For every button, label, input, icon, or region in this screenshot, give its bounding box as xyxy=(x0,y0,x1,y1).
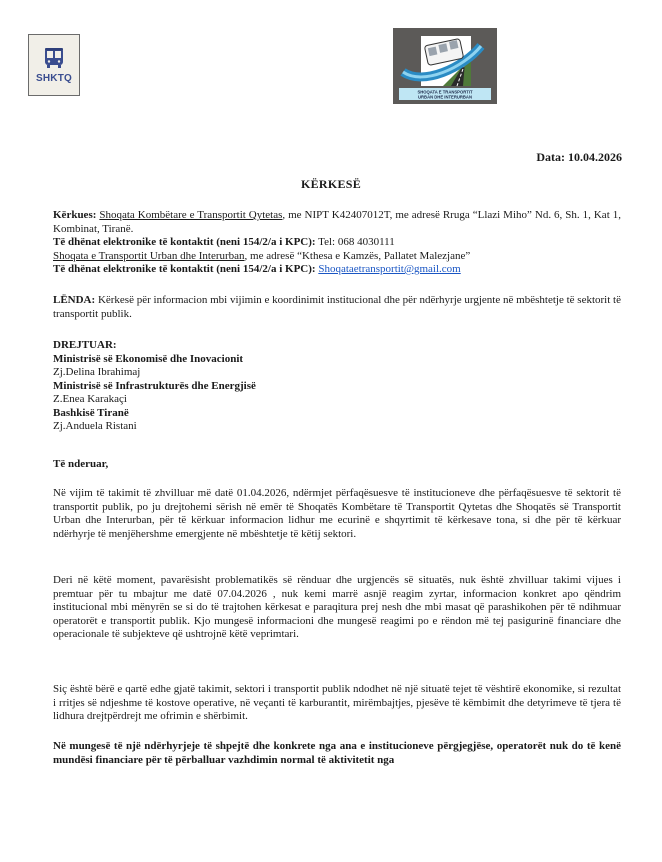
logo-line-2: URBAN DHE INTERURBAN xyxy=(418,94,472,100)
paragraph-bold: Në mungesë të një ndërhyrjeje të shpejtë dhe konkrete nga ana e institucioneve përgjegjëse, operatorët nuk do të kenë mundësi financiare për të përballuar vazhdimin normal të aktivitetit nga xyxy=(53,740,621,766)
applicant-label: Kërkues: xyxy=(53,209,97,221)
subject-text: Kërkesë për informacion mbi vijimin e koordinimit institucional dhe për ndërhyrje urgjente në mbështetje të sektorit të transportit publik. xyxy=(53,294,621,320)
shktq-logo xyxy=(28,34,80,96)
applicant-org1-name: Shoqata Kombëtare e Transportit Qytetas xyxy=(99,209,283,221)
bus-icon xyxy=(42,46,66,70)
addressee-institution-1: Ministrisë së Ekonomisë dhe Inovacionit xyxy=(53,352,244,365)
bus-road-icon xyxy=(393,28,497,104)
addressee-person-3: Zj.Anduela Ristani xyxy=(53,420,137,432)
paragraph-3: Siç është bërë e qartë edhe gjatë takimit, sektori i transportit publik ndodhet në një situatë tejet të vështirë ekonomike, si rezultat i rritjes së ndjeshme të kostove operative, në veçanti të karburantit, mirëmbajtjes, pjesëve të këmbimit dhe detyrimeve të tjera të lidhura drejtpërdrejt me ofrimin e shërbimit. xyxy=(53,683,621,722)
paragraph-1: Në vijim të takimit të zhvilluar më datë 01.04.2026, ndërmjet përfaqësuesve të institucioneve dhe përfaqësuesve të sektorit të transportit publik, po ju drejtohemi sërish në emër të Shoqatës Kombëtare të Transportit Qytetas dhe Shoqatës së Transportit Urban dhe Interurban, për të kërkuar informacion lidhur me ecurinë e shqyrtimit të kërkesave tona, si dhe për të kërkuar ndërhyrje të menjëhershme emergjente në mbështetje të këtij sektori. xyxy=(53,487,621,540)
document-title: KËRKESË xyxy=(300,177,362,191)
urban-interurban-logo xyxy=(393,28,497,104)
addressees-section xyxy=(53,339,621,434)
applicant-org1-details: , me NIPT K42407012T, me adresë Rruga “Llazi Miho” Nd. 6, Sh. 1, Kat 1, Kombinat, Tiranë. xyxy=(53,209,621,235)
contact-phone: Tel: 068 4030111 xyxy=(315,236,395,248)
addressee-person-1: Zj.Delina Ibrahimaj xyxy=(53,366,141,378)
paragraph-2: Deri në këtë moment, pavarësisht problematikës së rënduar dhe urgjencës së situatës, nuk është zhvilluar takimi vijues i premtuar për tu mbajtur me datë 07.04.2026 , nuk kemi marrë asnjë reagim zyrtar, informacion konkret apo qëndrim institucional mbi mënyrën se si do të trajtohen kërkesat e paraqitura prej nesh dhe mbi masat që parashikohen për të ndihmuar operatorët e transportit publik. Kjo mungesë informacioni dhe mungesë reagimi po e rëndon më tej pasigurinë financiare dhe operacionale të subjekteve që ushtrojnë këtë veprimtari. xyxy=(53,574,621,640)
logo-line-1: SHOQATA E TRANSPORTIT xyxy=(417,89,473,95)
addressee-person-2: Z.Enea Karakaçi xyxy=(53,393,127,405)
contact-email-link[interactable]: Shoqataetransportit@gmail.com xyxy=(318,263,461,275)
addressee-institution-3: Bashkisë Tiranë xyxy=(53,406,129,419)
subject-section xyxy=(53,294,621,321)
salutation: Të nderuar, xyxy=(53,458,109,470)
applicant-org2-name: Shoqata e Transportit Urban dhe Interurban xyxy=(53,249,245,262)
logo-abbreviation: SHKTQ xyxy=(36,73,72,84)
addressees-label: DREJTUAR: xyxy=(53,339,117,351)
document-date: Data: 10.04.2026 xyxy=(536,150,622,164)
contact-label-2: Të dhënat elektronike të kontaktit (neni 154/2/a i KPC): xyxy=(53,263,316,275)
addressee-institution-2: Ministrisë së Infrastrukturës dhe Energjisë xyxy=(53,379,256,392)
contact-label-1: Të dhënat elektronike të kontaktit (neni 154/2/a i KPC): xyxy=(53,236,316,248)
applicant-org2-details: , me adresë “Kthesa e Kamzës, Pallatet Malezjane” xyxy=(244,249,471,262)
subject-label: LËNDA: xyxy=(53,294,96,306)
applicant-section xyxy=(53,209,621,277)
